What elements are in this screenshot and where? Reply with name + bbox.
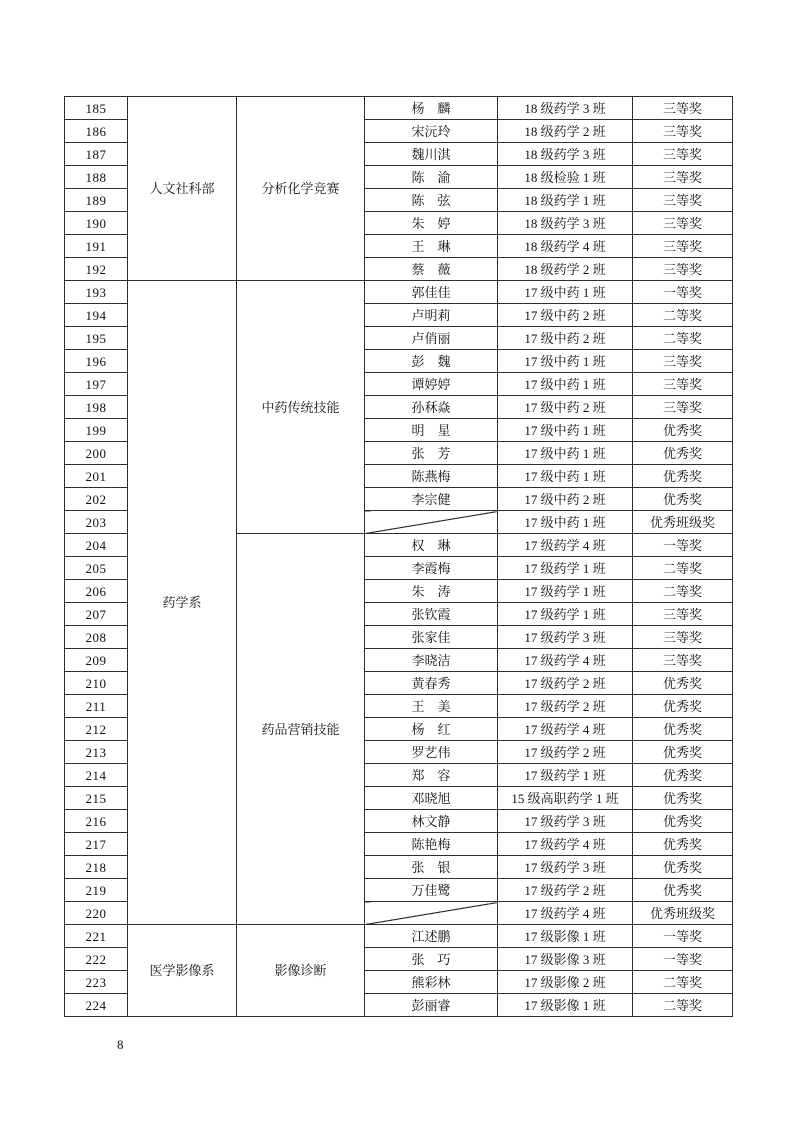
row-number-cell: 217 bbox=[65, 833, 128, 856]
award-cell: 优秀奖 bbox=[633, 741, 733, 764]
student-name-cell: 王 美 bbox=[365, 695, 498, 718]
award-cell: 优秀奖 bbox=[633, 764, 733, 787]
row-number-cell: 210 bbox=[65, 672, 128, 695]
class-cell: 18 级药学 3 班 bbox=[498, 143, 633, 166]
row-number-cell: 185 bbox=[65, 97, 128, 120]
row-number-cell: 213 bbox=[65, 741, 128, 764]
award-cell: 三等奖 bbox=[633, 235, 733, 258]
row-number-cell: 186 bbox=[65, 120, 128, 143]
student-name-cell: 万佳鹭 bbox=[365, 879, 498, 902]
student-name-cell: 谭婷婷 bbox=[365, 373, 498, 396]
student-name-cell: 陈 弦 bbox=[365, 189, 498, 212]
student-name-cell: 杨 麟 bbox=[365, 97, 498, 120]
page-number: 8 bbox=[117, 1037, 124, 1052]
student-name-cell: 明 星 bbox=[365, 419, 498, 442]
award-cell: 三等奖 bbox=[633, 649, 733, 672]
award-cell: 优秀奖 bbox=[633, 787, 733, 810]
award-cell: 优秀奖 bbox=[633, 833, 733, 856]
award-cell: 二等奖 bbox=[633, 557, 733, 580]
row-number-cell: 223 bbox=[65, 971, 128, 994]
class-cell: 17 级药学 2 班 bbox=[498, 879, 633, 902]
department-cell: 医学影像系 bbox=[128, 925, 237, 1017]
student-name-cell: 李宗健 bbox=[365, 488, 498, 511]
class-cell: 17 级药学 1 班 bbox=[498, 557, 633, 580]
table-row bbox=[65, 97, 733, 120]
row-number-cell: 204 bbox=[65, 534, 128, 557]
award-cell: 二等奖 bbox=[633, 580, 733, 603]
row-number-cell: 191 bbox=[65, 235, 128, 258]
student-name-cell: 李晓洁 bbox=[365, 649, 498, 672]
award-cell: 优秀奖 bbox=[633, 718, 733, 741]
table-row bbox=[65, 281, 733, 304]
student-name-cell: 卢俏丽 bbox=[365, 327, 498, 350]
student-name-cell: 王 琳 bbox=[365, 235, 498, 258]
student-name-cell: 张家佳 bbox=[365, 626, 498, 649]
award-cell: 优秀奖 bbox=[633, 672, 733, 695]
award-cell: 三等奖 bbox=[633, 626, 733, 649]
row-number-cell: 188 bbox=[65, 166, 128, 189]
student-name-cell: 陈 渝 bbox=[365, 166, 498, 189]
class-cell: 17 级药学 1 班 bbox=[498, 764, 633, 787]
row-number-cell: 208 bbox=[65, 626, 128, 649]
class-cell: 18 级药学 3 班 bbox=[498, 97, 633, 120]
row-number-cell: 202 bbox=[65, 488, 128, 511]
competition-cell: 中药传统技能 bbox=[237, 281, 365, 534]
row-number-cell: 192 bbox=[65, 258, 128, 281]
class-cell: 17 级药学 4 班 bbox=[498, 902, 633, 925]
class-cell: 17 级中药 1 班 bbox=[498, 511, 633, 534]
award-cell: 三等奖 bbox=[633, 396, 733, 419]
student-name-cell: 杨 红 bbox=[365, 718, 498, 741]
award-cell: 三等奖 bbox=[633, 166, 733, 189]
row-number-cell: 195 bbox=[65, 327, 128, 350]
class-cell: 17 级药学 1 班 bbox=[498, 603, 633, 626]
award-cell: 三等奖 bbox=[633, 120, 733, 143]
table-row bbox=[65, 925, 733, 948]
class-cell: 17 级中药 1 班 bbox=[498, 442, 633, 465]
row-number-cell: 212 bbox=[65, 718, 128, 741]
student-name-cell: 熊彩林 bbox=[365, 971, 498, 994]
student-name-cell: 张钦霞 bbox=[365, 603, 498, 626]
award-cell: 三等奖 bbox=[633, 350, 733, 373]
award-cell: 一等奖 bbox=[633, 948, 733, 971]
student-name-cell: 郭佳佳 bbox=[365, 281, 498, 304]
class-cell: 17 级药学 1 班 bbox=[498, 580, 633, 603]
class-cell: 18 级药学 1 班 bbox=[498, 189, 633, 212]
student-name-cell bbox=[365, 511, 498, 534]
award-cell: 二等奖 bbox=[633, 994, 733, 1017]
row-number-cell: 198 bbox=[65, 396, 128, 419]
awards-table-body bbox=[65, 97, 733, 1017]
row-number-cell: 219 bbox=[65, 879, 128, 902]
row-number-cell: 203 bbox=[65, 511, 128, 534]
class-cell: 17 级影像 2 班 bbox=[498, 971, 633, 994]
row-number-cell: 222 bbox=[65, 948, 128, 971]
class-cell: 17 级药学 4 班 bbox=[498, 833, 633, 856]
student-name-cell: 李霞梅 bbox=[365, 557, 498, 580]
student-name-cell: 郑 容 bbox=[365, 764, 498, 787]
class-cell: 17 级药学 3 班 bbox=[498, 810, 633, 833]
class-cell: 17 级药学 4 班 bbox=[498, 534, 633, 557]
competition-cell: 药品营销技能 bbox=[237, 534, 365, 925]
award-cell: 优秀奖 bbox=[633, 465, 733, 488]
row-number-cell: 200 bbox=[65, 442, 128, 465]
row-number-cell: 205 bbox=[65, 557, 128, 580]
class-cell: 17 级药学 4 班 bbox=[498, 718, 633, 741]
row-number-cell: 190 bbox=[65, 212, 128, 235]
award-cell: 三等奖 bbox=[633, 97, 733, 120]
student-name-cell: 罗艺伟 bbox=[365, 741, 498, 764]
student-name-cell: 张 芳 bbox=[365, 442, 498, 465]
award-cell: 二等奖 bbox=[633, 327, 733, 350]
row-number-cell: 206 bbox=[65, 580, 128, 603]
row-number-cell: 220 bbox=[65, 902, 128, 925]
award-cell: 一等奖 bbox=[633, 534, 733, 557]
row-number-cell: 224 bbox=[65, 994, 128, 1017]
award-cell: 三等奖 bbox=[633, 258, 733, 281]
class-cell: 17 级中药 2 班 bbox=[498, 396, 633, 419]
student-name-cell: 卢明莉 bbox=[365, 304, 498, 327]
class-cell: 17 级中药 1 班 bbox=[498, 465, 633, 488]
row-number-cell: 216 bbox=[65, 810, 128, 833]
row-number-cell: 215 bbox=[65, 787, 128, 810]
class-cell: 18 级药学 3 班 bbox=[498, 212, 633, 235]
award-cell: 优秀奖 bbox=[633, 442, 733, 465]
student-name-cell: 蔡 薇 bbox=[365, 258, 498, 281]
class-cell: 17 级药学 2 班 bbox=[498, 695, 633, 718]
award-cell: 二等奖 bbox=[633, 971, 733, 994]
class-cell: 17 级药学 2 班 bbox=[498, 672, 633, 695]
class-cell: 17 级中药 2 班 bbox=[498, 488, 633, 511]
student-name-cell: 朱 涛 bbox=[365, 580, 498, 603]
competition-cell: 分析化学竞赛 bbox=[237, 97, 365, 281]
award-cell: 三等奖 bbox=[633, 189, 733, 212]
row-number-cell: 207 bbox=[65, 603, 128, 626]
student-name-cell: 陈艳梅 bbox=[365, 833, 498, 856]
class-cell: 17 级中药 1 班 bbox=[498, 350, 633, 373]
awards-table bbox=[64, 96, 733, 1017]
student-name-cell: 江述鹏 bbox=[365, 925, 498, 948]
class-cell: 18 级药学 2 班 bbox=[498, 258, 633, 281]
award-cell: 三等奖 bbox=[633, 143, 733, 166]
student-name-cell: 张 巧 bbox=[365, 948, 498, 971]
class-cell: 18 级检验 1 班 bbox=[498, 166, 633, 189]
student-name-cell: 孙秝焱 bbox=[365, 396, 498, 419]
class-cell: 17 级药学 3 班 bbox=[498, 856, 633, 879]
student-name-cell: 彭丽睿 bbox=[365, 994, 498, 1017]
row-number-cell: 199 bbox=[65, 419, 128, 442]
row-number-cell: 189 bbox=[65, 189, 128, 212]
student-name-cell: 魏川淇 bbox=[365, 143, 498, 166]
row-number-cell: 211 bbox=[65, 695, 128, 718]
class-cell: 18 级药学 4 班 bbox=[498, 235, 633, 258]
award-cell: 优秀班级奖 bbox=[633, 902, 733, 925]
award-cell: 三等奖 bbox=[633, 603, 733, 626]
class-cell: 17 级中药 1 班 bbox=[498, 373, 633, 396]
student-name-cell bbox=[365, 902, 498, 925]
class-cell: 17 级药学 4 班 bbox=[498, 649, 633, 672]
award-cell: 优秀奖 bbox=[633, 488, 733, 511]
class-cell: 17 级药学 3 班 bbox=[498, 626, 633, 649]
award-cell: 一等奖 bbox=[633, 925, 733, 948]
student-name-cell: 邓晓旭 bbox=[365, 787, 498, 810]
award-cell: 优秀奖 bbox=[633, 695, 733, 718]
row-number-cell: 196 bbox=[65, 350, 128, 373]
student-name-cell: 林文静 bbox=[365, 810, 498, 833]
award-cell: 三等奖 bbox=[633, 373, 733, 396]
row-number-cell: 209 bbox=[65, 649, 128, 672]
student-name-cell: 陈燕梅 bbox=[365, 465, 498, 488]
student-name-cell: 张 银 bbox=[365, 856, 498, 879]
award-cell: 一等奖 bbox=[633, 281, 733, 304]
class-cell: 17 级药学 2 班 bbox=[498, 741, 633, 764]
row-number-cell: 193 bbox=[65, 281, 128, 304]
row-number-cell: 221 bbox=[65, 925, 128, 948]
award-cell: 优秀奖 bbox=[633, 810, 733, 833]
award-cell: 二等奖 bbox=[633, 304, 733, 327]
class-cell: 17 级中药 2 班 bbox=[498, 304, 633, 327]
class-cell: 17 级中药 1 班 bbox=[498, 281, 633, 304]
class-cell: 17 级中药 1 班 bbox=[498, 419, 633, 442]
award-cell: 优秀奖 bbox=[633, 856, 733, 879]
student-name-cell: 权 琳 bbox=[365, 534, 498, 557]
row-number-cell: 201 bbox=[65, 465, 128, 488]
row-number-cell: 218 bbox=[65, 856, 128, 879]
class-cell: 17 级中药 2 班 bbox=[498, 327, 633, 350]
class-cell: 15 级高职药学 1 班 bbox=[498, 787, 633, 810]
competition-cell: 影像诊断 bbox=[237, 925, 365, 1017]
award-cell: 三等奖 bbox=[633, 212, 733, 235]
class-cell: 17 级影像 1 班 bbox=[498, 925, 633, 948]
class-cell: 17 级影像 1 班 bbox=[498, 994, 633, 1017]
award-cell: 优秀奖 bbox=[633, 879, 733, 902]
department-cell: 药学系 bbox=[128, 281, 237, 925]
class-cell: 17 级影像 3 班 bbox=[498, 948, 633, 971]
row-number-cell: 197 bbox=[65, 373, 128, 396]
row-number-cell: 187 bbox=[65, 143, 128, 166]
student-name-cell: 朱 婷 bbox=[365, 212, 498, 235]
department-cell: 人文社科部 bbox=[128, 97, 237, 281]
student-name-cell: 宋沅玲 bbox=[365, 120, 498, 143]
student-name-cell: 彭 魏 bbox=[365, 350, 498, 373]
student-name-cell: 黄春秀 bbox=[365, 672, 498, 695]
class-cell: 18 级药学 2 班 bbox=[498, 120, 633, 143]
award-cell: 优秀班级奖 bbox=[633, 511, 733, 534]
award-cell: 优秀奖 bbox=[633, 419, 733, 442]
row-number-cell: 194 bbox=[65, 304, 128, 327]
row-number-cell: 214 bbox=[65, 764, 128, 787]
